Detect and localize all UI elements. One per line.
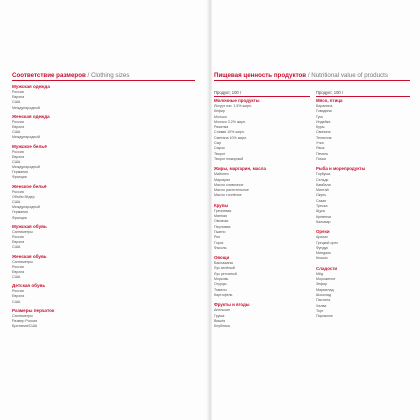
size-row: Россия [12, 189, 24, 194]
size-section [12, 114, 192, 141]
section-title: Рыба и морепродукты [316, 166, 366, 172]
nutrition-section [316, 98, 414, 162]
nutrition-row: Креветки [316, 214, 332, 219]
nutrition-row: Мармелад [316, 287, 334, 292]
nutrition-row: Зефир [316, 282, 328, 287]
nutrition-row: Молоко [214, 114, 227, 119]
product-column-header: Продукт, 100 г [214, 90, 242, 95]
size-row: Сантиметры [12, 313, 33, 318]
section-title: Женское бельё [12, 183, 47, 189]
size-row: Европа [12, 269, 25, 274]
size-row: Британия/США [12, 324, 38, 329]
size-row: Сантиметры [12, 259, 33, 264]
section-title: Мужская одежда [12, 84, 50, 89]
size-section [12, 144, 192, 181]
section-title: Мужское бельё [12, 143, 47, 149]
size-row: Сантиметры [12, 229, 33, 234]
nutrition-row: Йогурт нат. 1,5% жирн. [214, 104, 252, 108]
nutrition-row: Окунь [316, 193, 327, 198]
nutrition-row: Говядина [316, 109, 332, 114]
nutrition-row: Шоколад [316, 292, 332, 297]
nutrition-row: Томаты [214, 287, 227, 292]
size-section [12, 254, 192, 281]
size-row: Международный [12, 165, 40, 170]
nutrition-row: Гречневая [214, 208, 232, 213]
nutrition-row: Торт [316, 308, 324, 313]
nutrition-row: Миндаль [316, 251, 332, 256]
nutrition-row: Мороженое [316, 277, 336, 282]
nutrition-row: Лук зелёный [214, 266, 235, 271]
nutrition-section [214, 255, 312, 298]
nutrition-row: Горох [214, 240, 224, 245]
size-row: Европа [12, 95, 25, 100]
clothing-sizes-page [0, 0, 208, 420]
nutrition-row: Кешью [316, 256, 328, 261]
nutrition-row: Халва [316, 303, 327, 308]
nutrition-row: Камбала [316, 182, 331, 187]
size-row: Франция [12, 175, 27, 180]
size-row: Россия [12, 119, 24, 124]
nutrition-page [212, 0, 420, 420]
nutrition-row: Треска [316, 204, 328, 209]
nutrition-row: Рис [214, 235, 221, 240]
nutrition-section [316, 166, 414, 225]
nutrition-table-left [214, 98, 312, 333]
size-section [12, 224, 192, 251]
nutrition-section [214, 166, 312, 198]
size-row: Объём бёдер [12, 194, 35, 199]
nutrition-row: Щука [316, 209, 325, 214]
nutrition-row: Куры [316, 125, 325, 130]
nutrition-row: Баклажаны [214, 261, 234, 266]
size-row: Международный [12, 105, 40, 110]
size-row: Европа [12, 124, 25, 129]
nutrition-row: Гусь [316, 114, 324, 119]
size-row: США [12, 299, 21, 304]
size-row: Размер Россия [12, 319, 38, 323]
product-column-header: Продукт, 100 г [316, 90, 344, 95]
nutrition-row: Пастила [316, 298, 331, 303]
section-title: Молочные продукты [214, 98, 260, 103]
nutrition-row: Масло сливочное [214, 182, 244, 187]
size-row: Россия [12, 289, 24, 294]
section-title: Детская обувь [12, 283, 46, 289]
size-row: Европа [12, 240, 25, 245]
nutrition-row: Телятина [316, 135, 332, 140]
nutrition-row: Апельсин [214, 308, 230, 313]
nutrition-row: Сельдь [316, 177, 329, 182]
header-rule [214, 96, 310, 97]
size-section [12, 84, 192, 111]
size-row: Россия [12, 264, 24, 269]
nutrition-row: Кефир [214, 109, 226, 114]
section-title: Женская обувь [12, 253, 47, 259]
section-title: Овощи [214, 255, 230, 261]
size-row: Германия [12, 210, 29, 215]
title-rule [214, 80, 410, 81]
section-title: Орехи [316, 229, 330, 235]
size-row: Франция [12, 215, 27, 220]
nutrition-section [214, 98, 312, 162]
nutrition-row: Утка [316, 141, 324, 146]
nutrition-row: Почки [316, 156, 326, 161]
size-row: США [12, 200, 21, 204]
section-title: Размеры перчаток [12, 307, 55, 313]
nutrition-row: Арахис [316, 235, 328, 240]
nutrition-row: Овсяная [214, 219, 229, 224]
size-tables [12, 84, 192, 332]
nutrition-row: Груша [214, 313, 225, 318]
nutrition-row: Грецкий орех [316, 240, 339, 245]
nutrition-row: Язык [316, 146, 325, 151]
nutrition-row: Кальмар [316, 219, 331, 224]
section-title: Фрукты и ягоды [214, 302, 250, 308]
nutrition-row: Масло топлёное [214, 193, 242, 198]
section-title: Мясо, птица [316, 98, 343, 103]
nutrition-row: Сазан [316, 198, 327, 203]
nutrition-row: Сметана 10% жирн. [214, 135, 248, 140]
page-title-nutrition: Пищевая ценность продуктов / Nutritional value of products [214, 72, 388, 79]
size-row: США [12, 275, 21, 280]
size-row: Германия [12, 170, 29, 175]
size-section [12, 283, 192, 305]
nutrition-row: Морковь [214, 277, 229, 282]
nutrition-row: Минтай [316, 188, 329, 193]
section-title: Крупы [214, 202, 229, 208]
nutrition-row: Вишня [214, 318, 226, 323]
size-row: США [12, 130, 21, 135]
nutrition-row: Сырок [214, 146, 225, 151]
section-title: Мужская обувь [12, 223, 47, 229]
title-rule [12, 80, 195, 81]
nutrition-row: Манная [214, 214, 227, 219]
size-section [12, 184, 192, 221]
nutrition-row: Майонез [214, 172, 229, 177]
nutrition-section [214, 302, 312, 329]
nutrition-row: Сливки 10% жирн. [214, 130, 245, 135]
page-title-clothing-sizes: Соответствие размеров / Clothing sizes [12, 72, 130, 79]
nutrition-section [316, 229, 414, 261]
section-title: Жиры, маргарин, масла [214, 166, 266, 172]
size-row: США [12, 100, 21, 105]
nutrition-row: Перловая [214, 224, 231, 229]
header-rule [316, 96, 410, 97]
nutrition-row: Творог нежирный [214, 156, 244, 161]
size-row: Россия [12, 149, 24, 154]
nutrition-row: Ряженка [214, 125, 229, 130]
size-section [12, 308, 192, 330]
size-row: Международный [12, 205, 40, 210]
nutrition-section [316, 266, 414, 320]
nutrition-row: Маргарин [214, 177, 231, 182]
nutrition-row: Фасоль [214, 245, 227, 250]
nutrition-row: Сыр [214, 141, 222, 146]
nutrition-table-right [316, 98, 414, 323]
size-row: США [12, 159, 21, 164]
size-row: Международный [12, 135, 40, 140]
nutrition-row: Печень [316, 151, 329, 156]
size-row: Европа [12, 294, 25, 299]
nutrition-row: Молоко 3,2% жирн. [214, 119, 247, 124]
size-row: Россия [12, 90, 24, 94]
nutrition-row: Мёд [316, 271, 324, 276]
nutrition-row: Творог [214, 151, 226, 156]
nutrition-row: Пшено [214, 229, 226, 234]
size-row: Европа [12, 154, 25, 159]
nutrition-row: Свинина [316, 130, 331, 135]
section-title: Сладости [316, 265, 338, 271]
nutrition-row: Лук репчатый [214, 271, 237, 276]
nutrition-row: Масло растительное [214, 188, 249, 193]
nutrition-row: Фундук [316, 245, 328, 250]
nutrition-row: Огурцы [214, 282, 227, 287]
size-row: Россия [12, 234, 24, 239]
nutrition-row: Горбуша [316, 172, 331, 177]
nutrition-row: Пирожное [316, 314, 333, 319]
nutrition-section [214, 203, 312, 251]
section-title: Женская одежда [12, 113, 50, 119]
nutrition-row: Картофель [214, 292, 233, 297]
nutrition-row: Баранина [316, 104, 333, 108]
size-row: США [12, 245, 21, 250]
nutrition-row: Индейка [316, 119, 331, 124]
nutrition-row: Клубника [214, 324, 230, 329]
